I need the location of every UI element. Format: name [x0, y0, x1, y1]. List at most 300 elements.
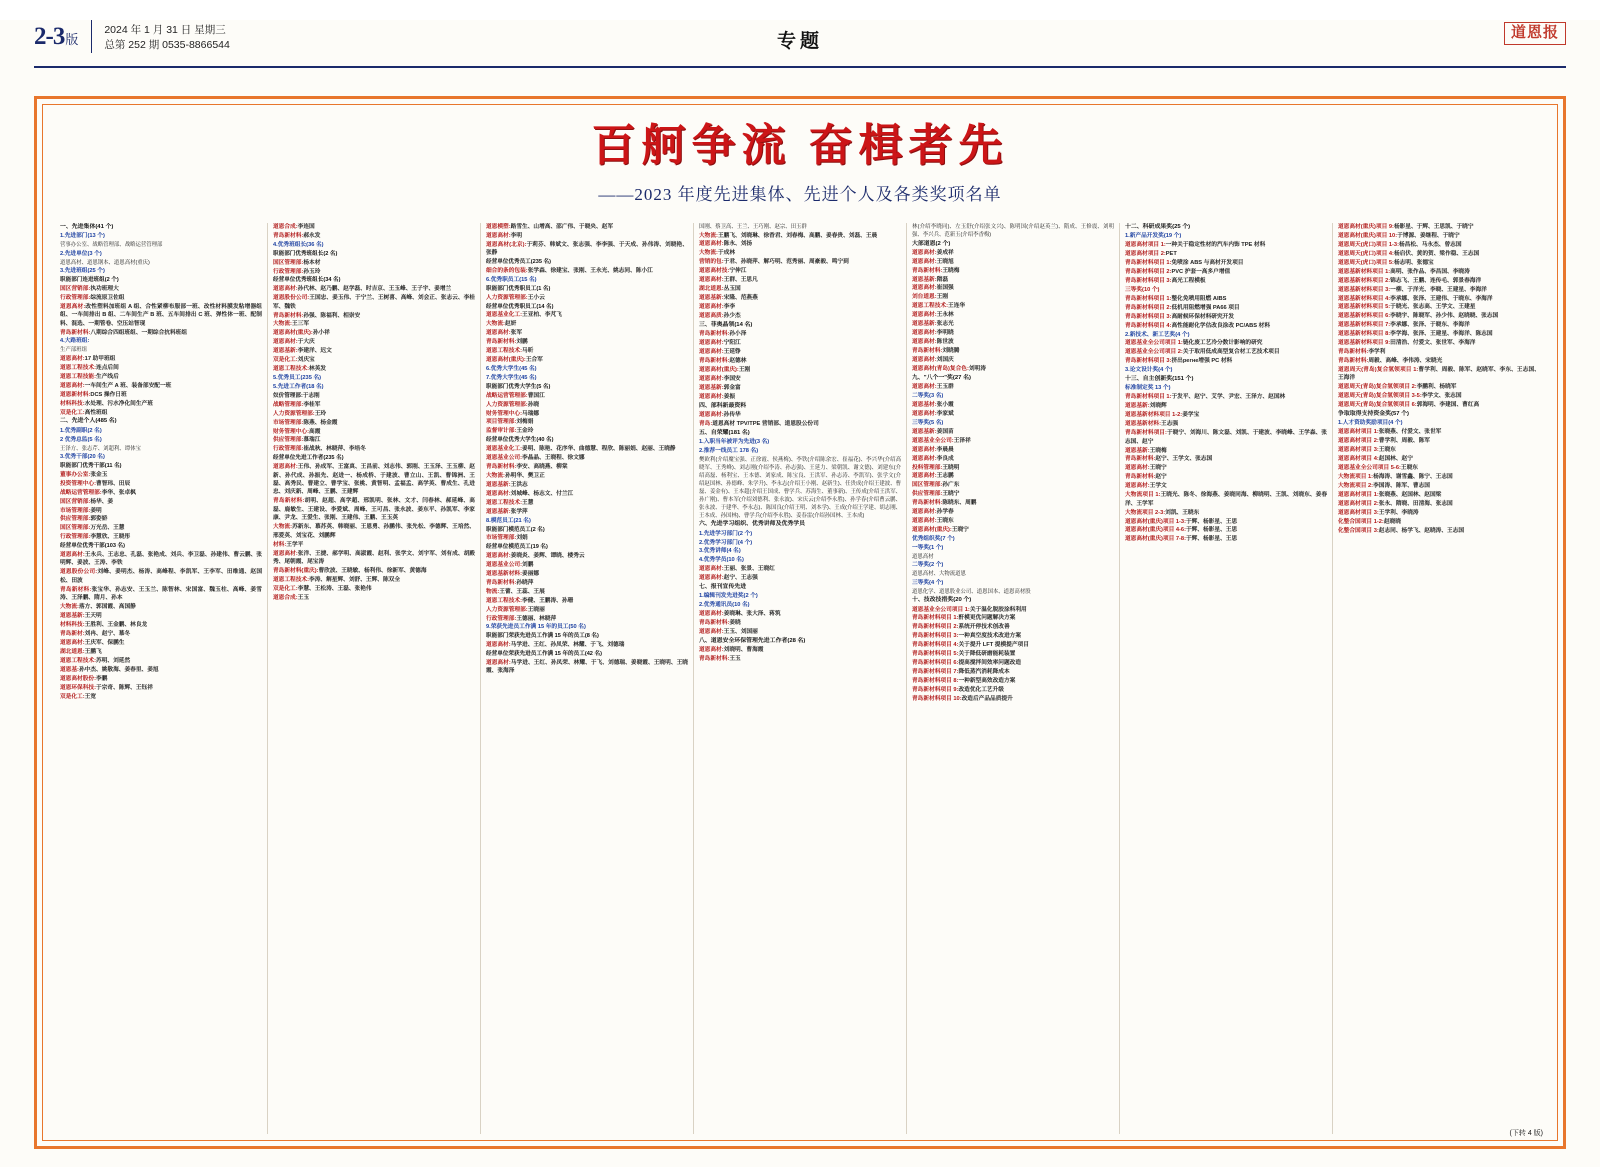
- text: 经营单位优秀大学生(40 名): [486, 437, 554, 444]
- text: 4.优秀班组长(36 名): [273, 241, 324, 248]
- unit-label: [1338, 268, 1540, 276]
- text: 道恩基新材料项目 1-2:: [1125, 412, 1183, 419]
- entry-names: 姜国苗: [936, 428, 954, 435]
- unit-label: [273, 356, 475, 364]
- subsection-heading: [1125, 366, 1327, 374]
- text: 6.优秀大学生(45 名): [486, 365, 537, 372]
- unit-label: [60, 364, 262, 372]
- section-title: 专题: [776, 31, 823, 52]
- entry-names: 李晓宇、陈晓军、孙少伟、赵晓晓、张志国: [1390, 313, 1499, 320]
- text: 道恩基材:: [912, 401, 937, 408]
- subsection-heading: [699, 592, 901, 600]
- group-heading: [486, 285, 688, 293]
- unit-label: [912, 499, 1114, 507]
- entry-names: 王慧: [522, 499, 534, 506]
- text: 项目管理部:: [486, 419, 517, 426]
- text: 道恩基新:: [912, 276, 937, 283]
- text: 道恩基业化工:: [486, 312, 523, 319]
- text: 青岛新材料:: [486, 579, 517, 586]
- unit-label: [1338, 223, 1540, 231]
- unit-label: [486, 401, 688, 409]
- unit-label: [1125, 509, 1327, 517]
- text: 1.先进学习部门(2 个): [699, 530, 753, 537]
- text: 材料科技:: [60, 622, 85, 629]
- entry-names: 杨志明、张德宝: [1393, 259, 1434, 266]
- unit-label: [1125, 447, 1327, 455]
- unit-label: [699, 249, 901, 257]
- text: 市场管理部:: [60, 507, 91, 514]
- text: 经营单位优秀干部(103 名): [60, 543, 125, 550]
- entry-names: 于晓宁、刘海川、陈文磊、刘凯、于建波、李晓峰、王学森、张志国、赵宁: [1125, 430, 1327, 445]
- entry-names: 赵晓晓: [1383, 518, 1401, 525]
- unit-label: [486, 579, 688, 587]
- unit-label: [486, 356, 688, 364]
- section-heading: [699, 402, 901, 411]
- group-heading: [60, 276, 262, 284]
- unit-label: [699, 646, 901, 654]
- unit-label: [912, 481, 1114, 489]
- text: 2.优秀学习部门(4 个): [699, 539, 753, 546]
- entry-names: 孙中杰、姚敬海、姜春里、姜旭: [78, 666, 159, 673]
- unit-label: [273, 285, 475, 293]
- unit-label: [60, 329, 262, 337]
- unit-label: [486, 463, 688, 471]
- unit-label: [486, 418, 688, 426]
- text: 道恩基新:: [912, 321, 937, 328]
- entry-names: 道恩高材 TPV/TPE 营销部、道恩股公份司: [712, 420, 819, 427]
- entry-names: 王学平: [286, 541, 304, 548]
- entry-names: 王鹏飞: [84, 648, 102, 655]
- unit-label: [699, 348, 901, 356]
- text: 青岛新材料:: [60, 329, 91, 336]
- unit-label: [912, 437, 1114, 445]
- text: 道恩新材料:: [60, 391, 91, 398]
- text: 供应管理部:: [912, 491, 943, 498]
- text: 大物流:: [699, 232, 718, 239]
- unit-label: [1338, 277, 1540, 285]
- col-6: [1120, 223, 1333, 1134]
- content-frame: [34, 96, 1566, 1149]
- entry-names: 李国安: [723, 375, 741, 382]
- unit-label: [1125, 491, 1327, 508]
- unit-label: [912, 614, 1114, 622]
- text: 国区营销部:: [60, 498, 91, 505]
- entry-names: 刘峰、姜明杰、杨涛、高峰程、李凯军、王李军、田维通、赵国松、田波: [60, 569, 263, 584]
- entry-names: 杨海涛、谢雪鑫、陈宁、王志国: [1373, 474, 1453, 481]
- entry-names: 锦志飞、王鹏、连传毛、郭景春海洋: [1390, 277, 1482, 284]
- page-number-value: 2-3: [34, 23, 65, 50]
- unit-label: [273, 268, 475, 276]
- unit-label: [273, 463, 475, 497]
- unit-label: [486, 481, 688, 489]
- text: 2.推荐一线员工 178 名): [699, 447, 759, 454]
- article-columns: [55, 223, 1545, 1134]
- unit-label: [912, 284, 1114, 292]
- unit-label: [912, 526, 1114, 534]
- unit-label: [486, 641, 688, 649]
- entry-names: 孙传华: [723, 411, 741, 418]
- entry-names: 关于降低研磨能耗装置: [958, 651, 1016, 658]
- text: 青岛新材料项目 10:: [912, 695, 962, 702]
- unit-label: [1125, 526, 1327, 534]
- unit-label: [1125, 402, 1327, 410]
- text: 国区管理部:: [60, 525, 91, 532]
- unit-label: [486, 659, 688, 676]
- subsection-heading: [912, 544, 1114, 552]
- unit-label: [60, 612, 262, 620]
- text: 道恩基新:: [486, 508, 511, 515]
- text: 青岛新材料:: [699, 656, 730, 663]
- text: 双是化工:: [273, 585, 298, 592]
- text: 行政管理部:: [273, 446, 304, 453]
- section-heading: [912, 240, 1114, 249]
- unit-label: [273, 419, 475, 427]
- text: 道恩高材:: [699, 411, 724, 418]
- entry-names: 一种真空度技术改进方案: [958, 633, 1022, 640]
- text: 争取取得支持资金奖(57 个): [1338, 411, 1410, 418]
- entry-names: 宋隆、范燕燕: [723, 295, 758, 302]
- subsection-heading: [486, 276, 688, 284]
- text: 道恩基新:: [1125, 403, 1150, 410]
- text: 道恩高材: [912, 553, 934, 560]
- unit-label: [273, 585, 475, 593]
- entry-names: DCS 操作日班: [90, 391, 127, 398]
- unit-label: [60, 480, 262, 488]
- entry-names: 张金玉: [90, 471, 108, 478]
- text: 湖北道恩:: [60, 648, 85, 655]
- text: 道恩高材:: [486, 552, 511, 559]
- group-heading: [486, 258, 688, 266]
- unit-label: [273, 401, 475, 409]
- col-2: [268, 223, 481, 1134]
- text: 道恩高材:: [486, 490, 511, 497]
- subsection-heading: [912, 579, 1114, 587]
- text: 青岛新材:: [60, 630, 85, 637]
- unit-label: [1125, 518, 1327, 526]
- text: 优秀组织奖(7 个): [912, 536, 955, 543]
- text: 道恩高材:: [273, 550, 298, 557]
- text: 道恩高材:: [699, 340, 724, 347]
- text: 双是化工:: [60, 693, 85, 700]
- paragraph: [699, 223, 901, 231]
- text: 青岛新材料(重庆):: [273, 567, 319, 574]
- unit-label: [273, 497, 475, 522]
- entry-names: 李国涛、陈军、曹志国: [1373, 482, 1430, 489]
- unit-label: [273, 523, 475, 540]
- paragraph: [912, 223, 1114, 239]
- text: 道恩高材:: [912, 473, 937, 480]
- entry-names: 王玉、刘国丽: [723, 629, 758, 636]
- text: 道恩基新材料项目 1:: [1338, 268, 1391, 275]
- text: 道恩周天(青岛)复合氢领项目 6:: [1338, 402, 1417, 409]
- text: 行政管理部:: [273, 268, 304, 275]
- entry-names: 孙学春: [936, 509, 954, 516]
- text: 道恩高材:: [699, 566, 724, 573]
- entry-names: 郭海明、李建国、曹红高: [1416, 402, 1480, 409]
- text: 青岛新材料项目 2:: [912, 624, 959, 631]
- subsection-heading: [699, 547, 901, 555]
- entry-names: 宁阳江: [723, 340, 741, 347]
- entry-names: 王德丽、林晓萍: [516, 615, 557, 622]
- unit-label: [699, 411, 901, 419]
- text: 8.模范员工(21 名): [486, 517, 531, 524]
- entry-names: 王学文: [1149, 483, 1167, 490]
- text: 道恩基业公司:: [486, 561, 523, 568]
- text: 行政管理部:: [60, 534, 91, 541]
- text: 三等奖(10 个): [1125, 286, 1160, 293]
- unit-label: [1125, 259, 1327, 267]
- unit-label: [912, 677, 1114, 685]
- text: 道恩基新材料项目 4:: [1338, 295, 1391, 302]
- entry-names: 王刚: [738, 366, 751, 373]
- subsection-heading: [486, 623, 688, 631]
- text: 道恩基业全公司项目 1:: [912, 606, 970, 613]
- entry-names: 李学利: [1368, 349, 1386, 356]
- entry-names: 孙小泽: [729, 331, 747, 338]
- entry-names: 王丽、张景、王晓红: [723, 566, 775, 573]
- text: 4.大路班组:: [60, 338, 90, 345]
- text: 道恩基新:: [912, 428, 937, 435]
- entry-names: 综流原卫佐组: [90, 294, 125, 301]
- entry-names: 李李: [723, 304, 736, 310]
- text: 青岛新材料:: [699, 331, 730, 338]
- unit-label: [912, 258, 1114, 266]
- unit-label: [1125, 339, 1327, 347]
- entry-names: 姜成祥: [936, 249, 954, 256]
- text: 道恩高材项目 3:: [1338, 509, 1379, 516]
- unit-label: [699, 655, 901, 663]
- text: 道恩工程技术:: [912, 303, 949, 310]
- entry-names: 丛玉国: [723, 286, 741, 293]
- text: 道恩周天(虎口)项目 5:: [1338, 259, 1394, 266]
- entry-names: 张志光: [936, 321, 954, 328]
- unit-label: [60, 382, 262, 390]
- entry-names: 王永林: [936, 312, 954, 319]
- entry-names: 一种新型高效改造方案: [958, 678, 1016, 685]
- unit-label: [60, 409, 262, 417]
- entry-names: 王刚: [936, 294, 949, 301]
- entry-names: 王晓丽: [527, 606, 545, 613]
- unit-label: [273, 428, 475, 436]
- text: 3.先进班组(25 个): [60, 268, 105, 275]
- text: 大物流项目 1:: [1338, 474, 1374, 481]
- unit-label: [273, 410, 475, 418]
- text: 9.荣获先进员工作满 15 年的员工(50 名): [486, 624, 586, 631]
- unit-label: [1338, 392, 1540, 400]
- text: 道恩基新材料项目 2:: [1338, 277, 1391, 284]
- group-heading: [273, 276, 475, 284]
- section-heading: [1338, 410, 1540, 419]
- text: 道恩高材项目 2:: [1338, 500, 1379, 507]
- entry-names: 郭金富: [723, 384, 741, 391]
- text: 国刚、蔡卫高、王兰、王巧刚、赵宗、田玉群: [699, 224, 807, 230]
- text: 国区管理部:: [912, 482, 943, 489]
- unit-label: [699, 232, 901, 240]
- entry-names: 李学文、张志国: [1421, 393, 1462, 400]
- entry-names: 王延铮: [723, 348, 741, 355]
- entry-names: 王晓宁: [1149, 465, 1167, 472]
- text: 1.人才资助奖励项目(4 个): [1338, 420, 1403, 427]
- entry-names: 王玉群: [936, 384, 954, 391]
- entry-names: 李鹏利、杨晓军: [1416, 384, 1457, 391]
- unit-label: [699, 357, 901, 365]
- text: 道恩基业化工:: [486, 446, 523, 453]
- text: 道恩高材:: [699, 611, 724, 618]
- entry-names: 张永、隋晓、田清海、张志国: [1378, 500, 1453, 507]
- unit-label: [699, 303, 901, 311]
- text: 道恩股份公司:: [273, 295, 310, 302]
- entry-names: 赵宁、王志强: [723, 575, 758, 582]
- text: 供应管理部:: [273, 437, 304, 444]
- subsection-heading: [699, 530, 901, 538]
- entry-names: 姜明: [90, 507, 102, 514]
- entry-names: 杨影星、于辉、王思凯、于晓宁: [1393, 224, 1474, 230]
- entry-names: 于发平、赵宁、艾学、尹宏、王泽方、赵国林: [1171, 394, 1286, 401]
- unit-label: [1338, 509, 1540, 517]
- unit-label: [273, 365, 475, 373]
- text: 道恩高材(重庆):: [273, 330, 313, 337]
- entry-names: 慕瑞江: [303, 437, 321, 444]
- entry-names: 李连国: [297, 224, 315, 230]
- text: 四、部科新最资料: [699, 402, 747, 409]
- unit-label: [60, 666, 262, 674]
- text: 5.先进工作者(18 名): [273, 384, 324, 391]
- entry-names: 曹国江: [527, 392, 545, 399]
- entry-names: 低机用阻燃增强 PA66 项目: [1171, 304, 1240, 311]
- unit-label: [60, 303, 262, 328]
- entry-names: 于宗奇、陈辉、王钰祥: [96, 684, 153, 691]
- paragraph: [912, 588, 1114, 596]
- entry-names: 张洋、王捷、郝学明、高淑霞、赵利、张学文、刘宇军、刘有成、胡殿秀、尾朝霞、尾宝涛: [273, 550, 475, 565]
- entry-names: 提高搅拌间效率问题改造: [958, 660, 1022, 667]
- unit-label: [1125, 295, 1327, 303]
- text: 材料:: [273, 541, 287, 548]
- text: 道恩高材:: [60, 639, 85, 646]
- entry-names: 姜学宝: [1182, 412, 1200, 419]
- text: 道恩高材:: [699, 393, 724, 400]
- text: 道恩周天(青岛)复合氢领项目 1:: [1338, 367, 1419, 373]
- unit-label: [1338, 259, 1540, 267]
- unit-label: [60, 603, 262, 611]
- text: 道恩高材:: [912, 339, 937, 346]
- unit-label: [1125, 464, 1327, 472]
- unit-label: [1338, 401, 1540, 409]
- unit-label: [1338, 241, 1540, 249]
- unit-label: [912, 311, 1114, 319]
- paragraph: [912, 570, 1114, 578]
- entry-names: 孙少杰: [723, 312, 741, 319]
- entry-names: 孙晓萍: [516, 579, 534, 586]
- text: 道恩基新材料项目 8:: [1338, 331, 1391, 338]
- group-heading: [486, 526, 688, 534]
- unit-label: [60, 498, 262, 506]
- unit-label: [699, 384, 901, 392]
- text: 道恩高材(重庆):: [699, 366, 739, 373]
- unit-label: [1338, 491, 1540, 499]
- text: 道恩基新材料项目 9:: [1338, 340, 1391, 347]
- text: 青岛新材料项目 3:: [1125, 358, 1172, 365]
- paragraph: [60, 445, 262, 453]
- unit-label: [60, 294, 262, 302]
- text: 2.先进单位(3 个): [60, 250, 102, 257]
- unit-label: [60, 489, 262, 497]
- unit-label: [60, 391, 262, 399]
- content-frame-inner: [42, 104, 1558, 1141]
- entry-names: 免喷涂 ABS 与高材开发项目: [1171, 260, 1244, 267]
- text: 经营单位优秀员工(235 名): [486, 259, 551, 266]
- text: 大物流项目 2:: [1338, 482, 1374, 489]
- text: 人力资源管理部:: [486, 606, 528, 613]
- text: 经营单位优秀班组长(34 名): [273, 277, 341, 284]
- text: 青岛新材料项目 8:: [912, 678, 959, 685]
- text: 道恩高材:: [273, 286, 298, 293]
- text: 十、技改技措奖(20 个): [912, 597, 972, 604]
- unit-label: [699, 258, 901, 266]
- entry-names: 孙小祥: [312, 330, 330, 337]
- entry-names: 刘鹏: [516, 339, 528, 346]
- entry-names: 马学进、王红、孙凤荣、林耀、于飞、刘德瑞: [510, 642, 625, 649]
- text: 道恩工程技术:: [486, 597, 523, 604]
- unit-label: [699, 574, 901, 582]
- text: 战略运营管理部:: [486, 392, 528, 399]
- entry-names: 王三军: [291, 321, 310, 328]
- unit-label: [1338, 527, 1540, 535]
- entry-names: 苏新东、慕苏英、韩晓丽、王恩勇、孙鹏伟、张先松、李德辉、王培然、邢爱英、刘宝花、刘鹏辉: [273, 524, 475, 539]
- text: 大物流:: [699, 250, 718, 257]
- entry-names: 李学海、张泽、王建星、李海洋、陈志国: [1390, 331, 1493, 338]
- entry-names: 王庆军、保鹏生: [84, 639, 125, 646]
- text: 二等奖(2 个): [912, 562, 944, 569]
- text: 道恩基业全公司项目 5-6:: [1338, 465, 1401, 472]
- text: 道恩高材:: [699, 647, 724, 654]
- entry-names: 王群、王思凡: [723, 277, 758, 284]
- entry-names: PVC 护套一高多户增值: [1171, 268, 1231, 275]
- entry-names: 王连华: [948, 303, 966, 310]
- text: 道恩高材:: [60, 382, 85, 389]
- entry-names: 高明、张作品、李昌国、李晓涛: [1390, 268, 1470, 275]
- entry-names: 刘鹏: [522, 561, 534, 568]
- unit-label: [60, 657, 262, 665]
- section-heading: [699, 429, 901, 438]
- entry-names: 链化废工艺冷分数计影响的研究: [1182, 340, 1263, 347]
- entry-names: 李晨晨: [936, 446, 954, 453]
- section-heading: [699, 520, 901, 529]
- group-heading: [273, 250, 475, 258]
- entry-names: 崔国强: [936, 285, 954, 292]
- text: 奴价管理部:: [273, 392, 303, 399]
- unit-label: [60, 639, 262, 647]
- text: 道恩高材(重庆)项目 10:: [1338, 232, 1398, 239]
- col-5: [907, 223, 1120, 1134]
- unit-label: [1125, 429, 1327, 446]
- unit-label: [1125, 313, 1327, 321]
- text: 三等奖(5 名): [912, 419, 944, 426]
- entry-names: 杨启伏、黄的贺、梁作稳、王志国: [1393, 250, 1480, 257]
- text: 道恩高材:: [912, 509, 937, 516]
- entry-names: 王晓东: [1400, 465, 1418, 472]
- unit-label: [699, 285, 901, 293]
- entry-names: 曹学利、周毅、陈军、赵晓军、李东、王志国、王海洋: [1338, 367, 1540, 382]
- subsection-heading: [912, 535, 1114, 543]
- unit-label: [486, 597, 688, 605]
- text: 青岛新材料项目 7:: [912, 669, 959, 676]
- unit-label: [912, 365, 1114, 373]
- unit-label: [273, 436, 475, 444]
- unit-label: [486, 241, 688, 258]
- unit-label: [912, 356, 1114, 364]
- unit-label: [1338, 446, 1540, 454]
- unit-label: [1125, 393, 1327, 401]
